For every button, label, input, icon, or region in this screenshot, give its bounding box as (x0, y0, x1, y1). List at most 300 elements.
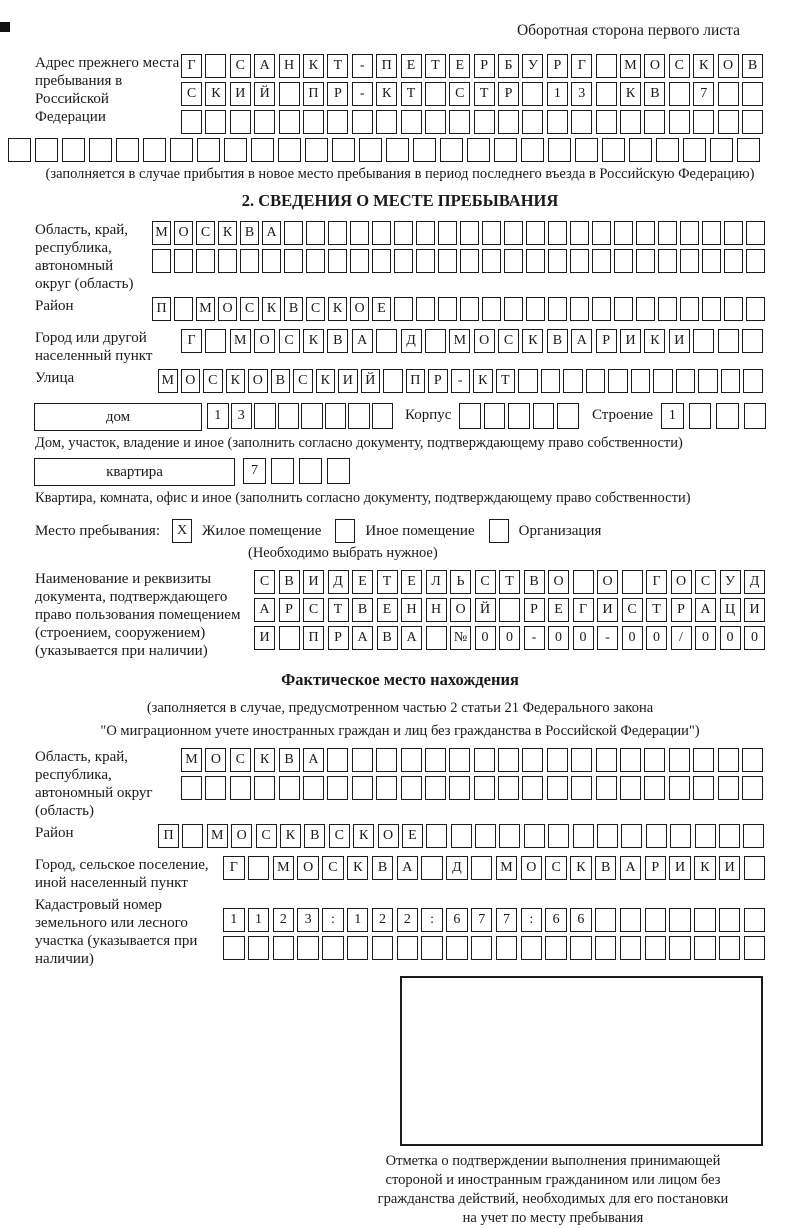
char-cell[interactable] (547, 110, 568, 134)
char-cell[interactable] (721, 369, 741, 393)
char-cell[interactable] (710, 138, 733, 162)
char-cell[interactable]: С (254, 570, 275, 594)
char-cell[interactable]: У (522, 54, 543, 78)
char-cell[interactable]: И (230, 82, 251, 106)
char-cell[interactable] (608, 369, 628, 393)
char-cell[interactable]: 1 (347, 908, 369, 932)
char-cell[interactable] (460, 221, 479, 245)
char-cell[interactable]: 1 (207, 403, 229, 429)
char-cell[interactable] (322, 936, 344, 960)
char-cell[interactable] (658, 297, 677, 321)
char-cell[interactable]: И (303, 570, 324, 594)
char-cell[interactable]: К (280, 824, 301, 848)
char-cell[interactable] (397, 936, 419, 960)
char-cell[interactable]: Т (474, 82, 495, 106)
checkbox-organization[interactable] (489, 519, 509, 543)
char-cell[interactable] (716, 403, 739, 429)
char-cell[interactable] (614, 221, 633, 245)
char-cell[interactable]: О (548, 570, 569, 594)
char-cell[interactable] (279, 110, 300, 134)
char-cell[interactable] (669, 110, 690, 134)
char-cell[interactable] (693, 776, 714, 800)
char-cell[interactable] (306, 249, 325, 273)
char-cell[interactable] (746, 221, 765, 245)
char-cell[interactable] (279, 82, 300, 106)
char-cell[interactable]: Р (671, 598, 692, 622)
char-cell[interactable] (724, 297, 743, 321)
char-cell[interactable]: И (620, 329, 641, 353)
char-cell[interactable] (152, 249, 171, 273)
char-cell[interactable]: С (306, 297, 325, 321)
char-cell[interactable]: М (273, 856, 295, 880)
char-cell[interactable] (271, 458, 294, 484)
char-cell[interactable] (570, 297, 589, 321)
char-cell[interactable] (670, 824, 691, 848)
char-cell[interactable] (737, 138, 760, 162)
char-cell[interactable]: Т (401, 82, 422, 106)
char-cell[interactable] (376, 776, 397, 800)
char-cell[interactable]: О (174, 221, 193, 245)
char-cell[interactable] (548, 138, 571, 162)
char-cell[interactable] (744, 908, 766, 932)
char-cell[interactable]: 0 (720, 626, 741, 650)
char-cell[interactable] (484, 403, 506, 429)
char-cell[interactable] (521, 936, 543, 960)
char-cell[interactable] (504, 249, 523, 273)
char-cell[interactable]: О (378, 824, 399, 848)
char-cell[interactable] (352, 110, 373, 134)
char-cell[interactable]: Р (596, 329, 617, 353)
char-cell[interactable]: Н (401, 598, 422, 622)
char-cell[interactable]: Р (547, 54, 568, 78)
char-cell[interactable] (636, 221, 655, 245)
char-cell[interactable]: С (240, 297, 259, 321)
char-cell[interactable]: М (207, 824, 228, 848)
char-cell[interactable]: В (284, 297, 303, 321)
char-cell[interactable] (426, 824, 447, 848)
char-cell[interactable] (347, 936, 369, 960)
char-cell[interactable]: 3 (231, 403, 253, 429)
char-cell[interactable] (744, 856, 766, 880)
char-cell[interactable] (496, 936, 518, 960)
char-cell[interactable] (744, 936, 766, 960)
char-cell[interactable] (646, 824, 667, 848)
char-cell[interactable]: 1 (547, 82, 568, 106)
char-cell[interactable] (571, 748, 592, 772)
char-cell[interactable] (62, 138, 85, 162)
char-cell[interactable] (698, 369, 718, 393)
char-cell[interactable] (693, 748, 714, 772)
char-cell[interactable] (425, 776, 446, 800)
char-cell[interactable]: О (254, 329, 275, 353)
char-cell[interactable] (499, 824, 520, 848)
checkbox-other-premises[interactable] (335, 519, 355, 543)
char-cell[interactable] (299, 458, 322, 484)
char-cell[interactable]: Т (496, 369, 516, 393)
char-cell[interactable] (695, 824, 716, 848)
char-cell[interactable]: К (353, 824, 374, 848)
char-cell[interactable]: Р (524, 598, 545, 622)
char-cell[interactable] (279, 776, 300, 800)
char-cell[interactable] (394, 221, 413, 245)
char-cell[interactable] (693, 110, 714, 134)
char-cell[interactable]: - (451, 369, 471, 393)
char-cell[interactable] (327, 748, 348, 772)
char-cell[interactable]: С (695, 570, 716, 594)
char-cell[interactable] (575, 138, 598, 162)
char-cell[interactable] (278, 138, 301, 162)
char-cell[interactable] (621, 824, 642, 848)
char-cell[interactable]: Р (328, 626, 349, 650)
char-cell[interactable]: О (350, 297, 369, 321)
char-cell[interactable] (504, 221, 523, 245)
char-cell[interactable]: Т (327, 54, 348, 78)
char-cell[interactable]: О (718, 54, 739, 78)
char-cell[interactable]: 0 (744, 626, 765, 650)
char-cell[interactable]: П (406, 369, 426, 393)
char-cell[interactable] (718, 776, 739, 800)
char-cell[interactable] (547, 776, 568, 800)
char-cell[interactable] (425, 110, 446, 134)
char-cell[interactable] (327, 110, 348, 134)
char-cell[interactable] (327, 458, 350, 484)
char-cell[interactable]: Г (181, 329, 202, 353)
char-cell[interactable]: С (256, 824, 277, 848)
char-cell[interactable]: Е (449, 54, 470, 78)
char-cell[interactable] (459, 403, 481, 429)
char-cell[interactable]: И (338, 369, 358, 393)
char-cell[interactable]: 2 (372, 908, 394, 932)
char-cell[interactable]: М (496, 856, 518, 880)
checkbox-residential[interactable]: X (172, 519, 192, 543)
char-cell[interactable] (526, 297, 545, 321)
char-cell[interactable]: Е (372, 297, 391, 321)
char-cell[interactable]: П (152, 297, 171, 321)
char-cell[interactable]: С (230, 54, 251, 78)
char-cell[interactable] (522, 110, 543, 134)
char-cell[interactable]: Г (646, 570, 667, 594)
char-cell[interactable] (526, 221, 545, 245)
char-cell[interactable] (446, 936, 468, 960)
char-cell[interactable] (718, 110, 739, 134)
char-cell[interactable]: Б (498, 54, 519, 78)
char-cell[interactable] (742, 82, 763, 106)
char-cell[interactable] (474, 748, 495, 772)
char-cell[interactable] (352, 748, 373, 772)
char-cell[interactable] (284, 221, 303, 245)
char-cell[interactable]: Т (646, 598, 667, 622)
char-cell[interactable]: О (671, 570, 692, 594)
char-cell[interactable] (498, 776, 519, 800)
char-cell[interactable] (645, 908, 667, 932)
char-cell[interactable] (325, 403, 347, 429)
char-cell[interactable]: 0 (548, 626, 569, 650)
char-cell[interactable]: - (597, 626, 618, 650)
char-cell[interactable]: Р (474, 54, 495, 78)
char-cell[interactable] (328, 221, 347, 245)
char-cell[interactable] (467, 138, 490, 162)
char-cell[interactable]: - (524, 626, 545, 650)
char-cell[interactable] (116, 138, 139, 162)
char-cell[interactable]: В (547, 329, 568, 353)
char-cell[interactable] (498, 110, 519, 134)
char-cell[interactable]: В (377, 626, 398, 650)
char-cell[interactable]: В (595, 856, 617, 880)
char-cell[interactable] (676, 369, 696, 393)
char-cell[interactable] (482, 249, 501, 273)
char-cell[interactable] (522, 776, 543, 800)
char-cell[interactable]: 1 (223, 908, 245, 932)
char-cell[interactable] (475, 824, 496, 848)
char-cell[interactable] (644, 748, 665, 772)
char-cell[interactable]: В (524, 570, 545, 594)
char-cell[interactable] (449, 748, 470, 772)
char-cell[interactable] (694, 936, 716, 960)
char-cell[interactable] (620, 110, 641, 134)
char-cell[interactable]: О (297, 856, 319, 880)
char-cell[interactable] (573, 824, 594, 848)
char-cell[interactable]: О (181, 369, 201, 393)
char-cell[interactable] (746, 249, 765, 273)
char-cell[interactable] (425, 329, 446, 353)
char-cell[interactable]: 2 (397, 908, 419, 932)
char-cell[interactable] (669, 748, 690, 772)
char-cell[interactable] (425, 748, 446, 772)
char-cell[interactable]: О (205, 748, 226, 772)
char-cell[interactable]: К (644, 329, 665, 353)
char-cell[interactable] (251, 138, 274, 162)
char-cell[interactable] (744, 403, 767, 429)
char-cell[interactable] (449, 110, 470, 134)
char-cell[interactable] (718, 748, 739, 772)
char-cell[interactable] (372, 221, 391, 245)
char-cell[interactable] (248, 856, 270, 880)
char-cell[interactable]: О (474, 329, 495, 353)
char-cell[interactable] (622, 570, 643, 594)
char-cell[interactable] (614, 297, 633, 321)
char-cell[interactable] (438, 249, 457, 273)
char-cell[interactable] (386, 138, 409, 162)
char-cell[interactable] (548, 824, 569, 848)
char-cell[interactable]: К (226, 369, 246, 393)
char-cell[interactable]: А (695, 598, 716, 622)
char-cell[interactable]: Е (377, 598, 398, 622)
char-cell[interactable]: М (449, 329, 470, 353)
char-cell[interactable] (327, 776, 348, 800)
char-cell[interactable]: К (218, 221, 237, 245)
char-cell[interactable] (383, 369, 403, 393)
char-cell[interactable] (205, 110, 226, 134)
char-cell[interactable] (563, 369, 583, 393)
char-cell[interactable]: Н (279, 54, 300, 78)
char-cell[interactable] (571, 110, 592, 134)
char-cell[interactable] (197, 138, 220, 162)
char-cell[interactable]: С (279, 329, 300, 353)
char-cell[interactable] (524, 824, 545, 848)
char-cell[interactable] (328, 249, 347, 273)
char-cell[interactable] (557, 403, 579, 429)
char-cell[interactable] (596, 54, 617, 78)
char-cell[interactable]: О (644, 54, 665, 78)
char-cell[interactable] (305, 138, 328, 162)
char-cell[interactable] (471, 856, 493, 880)
char-cell[interactable]: П (303, 82, 324, 106)
char-cell[interactable]: А (254, 598, 275, 622)
char-cell[interactable] (205, 329, 226, 353)
char-cell[interactable] (702, 249, 721, 273)
char-cell[interactable]: Ь (450, 570, 471, 594)
char-cell[interactable]: Г (571, 54, 592, 78)
char-cell[interactable]: И (744, 598, 765, 622)
char-cell[interactable]: У (720, 570, 741, 594)
char-cell[interactable] (426, 626, 447, 650)
char-cell[interactable] (631, 369, 651, 393)
char-cell[interactable] (394, 297, 413, 321)
char-cell[interactable]: А (401, 626, 422, 650)
char-cell[interactable] (526, 249, 545, 273)
char-cell[interactable]: Е (401, 54, 422, 78)
char-cell[interactable]: К (254, 748, 275, 772)
char-cell[interactable] (570, 936, 592, 960)
char-cell[interactable]: А (352, 626, 373, 650)
char-cell[interactable]: 7 (693, 82, 714, 106)
char-cell[interactable] (533, 403, 555, 429)
char-cell[interactable]: Р (279, 598, 300, 622)
char-cell[interactable] (645, 936, 667, 960)
char-cell[interactable] (224, 138, 247, 162)
char-cell[interactable]: Т (425, 54, 446, 78)
char-cell[interactable] (742, 110, 763, 134)
char-cell[interactable] (596, 82, 617, 106)
char-cell[interactable] (683, 138, 706, 162)
char-cell[interactable]: С (322, 856, 344, 880)
char-cell[interactable] (545, 936, 567, 960)
char-cell[interactable]: С (196, 221, 215, 245)
char-cell[interactable] (205, 776, 226, 800)
char-cell[interactable]: С (449, 82, 470, 106)
char-cell[interactable] (372, 249, 391, 273)
char-cell[interactable]: В (279, 748, 300, 772)
char-cell[interactable] (718, 82, 739, 106)
char-cell[interactable] (416, 297, 435, 321)
char-cell[interactable]: К (205, 82, 226, 106)
char-cell[interactable] (205, 54, 226, 78)
char-cell[interactable]: Л (426, 570, 447, 594)
char-cell[interactable] (498, 748, 519, 772)
char-cell[interactable] (376, 329, 397, 353)
char-cell[interactable] (742, 776, 763, 800)
char-cell[interactable]: О (521, 856, 543, 880)
char-cell[interactable]: 0 (646, 626, 667, 650)
char-cell[interactable]: И (597, 598, 618, 622)
char-cell[interactable]: Й (475, 598, 496, 622)
char-cell[interactable] (248, 936, 270, 960)
char-cell[interactable] (743, 824, 764, 848)
char-cell[interactable] (460, 297, 479, 321)
char-cell[interactable]: О (597, 570, 618, 594)
char-cell[interactable] (8, 138, 31, 162)
char-cell[interactable] (547, 748, 568, 772)
char-cell[interactable]: 2 (273, 908, 295, 932)
char-cell[interactable]: А (254, 54, 275, 78)
char-cell[interactable] (297, 936, 319, 960)
char-cell[interactable]: И (719, 856, 741, 880)
char-cell[interactable]: В (271, 369, 291, 393)
char-cell[interactable]: Т (499, 570, 520, 594)
char-cell[interactable]: 1 (661, 403, 684, 429)
char-cell[interactable]: Д (446, 856, 468, 880)
char-cell[interactable]: В (352, 598, 373, 622)
char-cell[interactable]: Р (645, 856, 667, 880)
char-cell[interactable] (348, 403, 370, 429)
char-cell[interactable]: В (742, 54, 763, 78)
char-cell[interactable]: О (218, 297, 237, 321)
char-cell[interactable]: 7 (243, 458, 266, 484)
char-cell[interactable] (596, 776, 617, 800)
char-cell[interactable] (570, 221, 589, 245)
char-cell[interactable] (440, 138, 463, 162)
char-cell[interactable]: М (230, 329, 251, 353)
char-cell[interactable]: / (671, 626, 692, 650)
char-cell[interactable] (376, 110, 397, 134)
char-cell[interactable] (595, 936, 617, 960)
char-cell[interactable] (680, 221, 699, 245)
char-cell[interactable]: А (397, 856, 419, 880)
char-cell[interactable]: О (450, 598, 471, 622)
char-cell[interactable]: : (521, 908, 543, 932)
char-cell[interactable] (425, 82, 446, 106)
char-cell[interactable] (644, 110, 665, 134)
char-cell[interactable] (719, 908, 741, 932)
char-cell[interactable]: 0 (695, 626, 716, 650)
char-cell[interactable] (669, 936, 691, 960)
char-cell[interactable]: 0 (622, 626, 643, 650)
char-cell[interactable]: А (620, 856, 642, 880)
char-cell[interactable] (482, 297, 501, 321)
char-cell[interactable]: В (644, 82, 665, 106)
char-cell[interactable] (223, 936, 245, 960)
char-cell[interactable] (449, 776, 470, 800)
char-cell[interactable] (350, 249, 369, 273)
char-cell[interactable] (508, 403, 530, 429)
char-cell[interactable]: В (240, 221, 259, 245)
char-cell[interactable]: : (421, 908, 443, 932)
char-cell[interactable]: И (669, 329, 690, 353)
char-cell[interactable]: 7 (496, 908, 518, 932)
char-cell[interactable] (718, 329, 739, 353)
char-cell[interactable] (196, 249, 215, 273)
char-cell[interactable]: И (254, 626, 275, 650)
char-cell[interactable]: Д (401, 329, 422, 353)
char-cell[interactable]: Г (181, 54, 202, 78)
char-cell[interactable]: 0 (475, 626, 496, 650)
char-cell[interactable]: П (303, 626, 324, 650)
char-cell[interactable]: К (570, 856, 592, 880)
char-cell[interactable] (376, 748, 397, 772)
char-cell[interactable]: К (303, 54, 324, 78)
char-cell[interactable]: Е (402, 824, 423, 848)
char-cell[interactable] (421, 936, 443, 960)
char-cell[interactable] (724, 221, 743, 245)
char-cell[interactable]: С (203, 369, 223, 393)
char-cell[interactable]: К (473, 369, 493, 393)
char-cell[interactable]: К (522, 329, 543, 353)
char-cell[interactable]: М (158, 369, 178, 393)
char-cell[interactable] (482, 221, 501, 245)
char-cell[interactable]: В (372, 856, 394, 880)
char-cell[interactable]: - (352, 82, 373, 106)
char-cell[interactable] (474, 776, 495, 800)
